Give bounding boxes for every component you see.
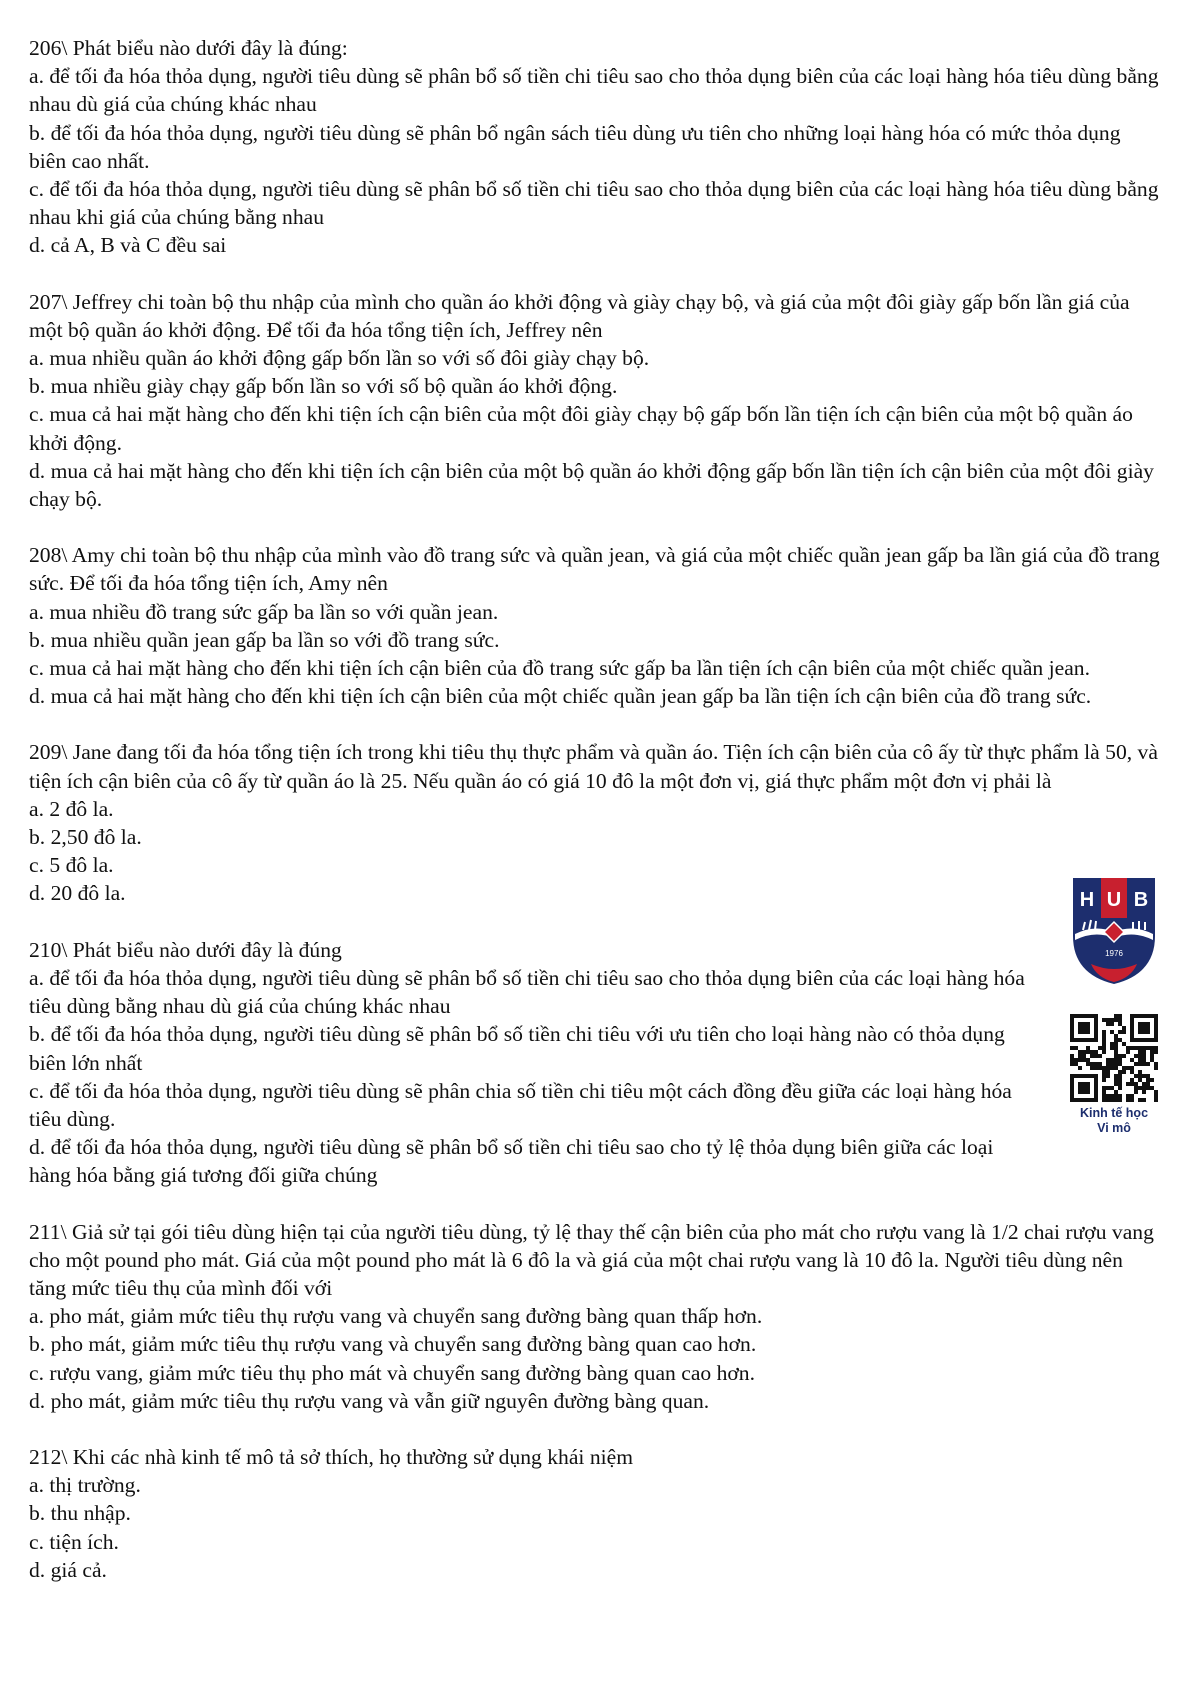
answer-option: b. để tối đa hóa thỏa dụng, người tiêu dùng sẽ phân bổ số tiền chi tiêu với ưu tiên cho loại hàng nào có thỏa dụng biên lớn nhất [29,1022,1005,1075]
question-stem: 206\ Phát biểu nào dưới đây là đúng: [29,36,348,60]
answer-option: c. để tối đa hóa thỏa dụng, người tiêu dùng sẽ phân bổ số tiền chi tiêu sao cho thỏa dụng biên của các loại hàng hóa tiêu dùng bằng nhau khi giá của chúng bằng nhau [29,177,1159,230]
qr-caption-line1: Kinh tế học [1079,1106,1149,1120]
question-block [29,288,1161,514]
answer-option: d. 20 đô la. [29,881,126,906]
answer-option: d. cả A, B và C đều sai [29,233,227,258]
logo-letter-b: B [1133,889,1149,911]
answer-option: a. mua nhiều quần áo khởi động gấp bốn lần so với số đôi giày chạy bộ. [29,346,650,371]
answer-option: b. pho mát, giảm mức tiêu thụ rượu vang và chuyển sang đường bàng quan cao hơn. [29,1332,757,1357]
question-stem: 208\ Amy chi toàn bộ thu nhập của mình vào đồ trang sức và quần jean, và giá của một chiếc quần jean gấp ba lần giá của đồ trang sức. Để tối đa hóa tổng tiện ích, Amy nên [29,543,1160,596]
hub-logo [1071,874,1157,986]
answer-option: c. để tối đa hóa thỏa dụng, người tiêu dùng sẽ phân chia số tiền chi tiêu một cách đồng đều giữa các loại hàng hóa tiêu dùng. [29,1078,1012,1131]
qr-caption-line2: Vi mô [1097,1121,1131,1135]
answer-option: a. để tối đa hóa thỏa dụng, người tiêu dùng sẽ phân bổ số tiền chi tiêu sao cho thỏa dụng biên của các loại hàng hóa tiêu dùng bằng nhau dù giá của chúng khác nhau [29,965,1025,1019]
answer-option: a. 2 đô la. [29,796,114,821]
answer-option: c. mua cả hai mặt hàng cho đến khi tiện ích cận biên của đồ trang sức gấp ba lần tiện ích cận biên của một chiếc quần jean. [29,656,1090,681]
question-block [29,541,1161,710]
answer-option: c. mua cả hai mặt hàng cho đến khi tiện ích cận biên của một đôi giày chạy bộ gấp bốn lần tiện ích cận biên của một bộ quần áo khởi động. [29,402,1133,455]
question-stem: 210\ Phát biểu nào dưới đây là đúng [29,937,342,962]
question-block [29,738,1161,907]
answer-option: b. mua nhiều giày chạy gấp bốn lần so với số bộ quần áo khởi động. [29,374,618,399]
qr-code [1070,1014,1158,1102]
answer-option: b. thu nhập. [29,1501,131,1526]
answer-option: c. 5 đô la. [29,853,114,878]
question-block [29,1443,1161,1584]
logo-year: 1976 [1105,949,1123,958]
answer-option: b. mua nhiều quần jean gấp ba lần so với đồ trang sức. [29,627,500,652]
answer-option: d. pho mát, giảm mức tiêu thụ rượu vang và vẫn giữ nguyên đường bàng quan. [29,1388,710,1413]
qr-caption [1058,1106,1170,1136]
answer-option: b. để tối đa hóa thỏa dụng, người tiêu dùng sẽ phân bổ ngân sách tiêu dùng ưu tiên cho những loại hàng hóa có mức thỏa dụng biên cao nhất. [29,120,1121,173]
answer-option: a. pho mát, giảm mức tiêu thụ rượu vang và chuyển sang đường bàng quan thấp hơn. [29,1304,763,1329]
question-stem: 211\ Giả sử tại gói tiêu dùng hiện tại của người tiêu dùng, tỷ lệ thay thế cận biên của pho mát cho rượu vang là 1/2 chai rượu vang cho một pound pho mát. Giá của một pound pho mát là 6 đô la và giá của một chai rượu vang là 10 đô la. Người tiêu dùng nên tăng mức tiêu thụ của mình đối với [29,1219,1154,1300]
side-branding [1058,874,1170,1136]
question-block [29,936,1029,1190]
answer-option: d. giá cả. [29,1557,107,1582]
answer-option: d. mua cả hai mặt hàng cho đến khi tiện ích cận biên của một bộ quần áo khởi động gấp bốn lần tiện ích cận biên của một đôi giày chạy bộ. [29,458,1154,512]
answer-option: a. mua nhiều đồ trang sức gấp ba lần so với quần jean. [29,599,499,624]
logo-letter-h: H [1079,889,1095,911]
logo-letter-u: U [1106,889,1122,911]
question-stem: 212\ Khi các nhà kinh tế mô tả sở thích, họ thường sử dụng khái niệm [29,1444,633,1469]
quiz-document [29,34,1161,1612]
answer-option: c. tiện ích. [29,1529,119,1554]
answer-option: a. thị trường. [29,1473,141,1498]
answer-option: d. để tối đa hóa thỏa dụng, người tiêu dùng sẽ phân bổ số tiền chi tiêu sao cho tỷ lệ thỏa dụng biên giữa các loại hàng hóa bằng giá tương đối giữa chúng [29,1135,994,1188]
answer-option: c. rượu vang, giảm mức tiêu thụ pho mát và chuyển sang đường bàng quan cao hơn. [29,1360,756,1385]
question-stem: 209\ Jane đang tối đa hóa tổng tiện ích trong khi tiêu thụ thực phẩm và quần áo. Tiện ích cận biên của cô ấy từ thực phẩm là 50, và tiện ích cận biên của cô ấy từ quần áo là 25. Nếu quần áo có giá 10 đô la một đơn vị, giá thực phẩm một đơn vị phải là [29,740,1158,793]
answer-option: a. để tối đa hóa thỏa dụng, người tiêu dùng sẽ phân bổ số tiền chi tiêu sao cho thỏa dụng biên của các loại hàng hóa tiêu dùng bằng nhau dù giá của chúng khác nhau [29,64,1159,117]
question-stem: 207\ Jeffrey chi toàn bộ thu nhập của mình cho quần áo khởi động và giày chạy bộ, và giá của một đôi giày gấp bốn lần giá của một bộ quần áo khởi động. Để tối đa hóa tổng tiện ích, Jeffrey nên [29,289,1130,342]
question-block [29,1218,1161,1415]
answer-option: d. mua cả hai mặt hàng cho đến khi tiện ích cận biên của một chiếc quần jean gấp ba lần tiện ích cận biên của đồ trang sức. [29,684,1092,709]
question-block [29,34,1161,260]
answer-option: b. 2,50 đô la. [29,825,142,850]
